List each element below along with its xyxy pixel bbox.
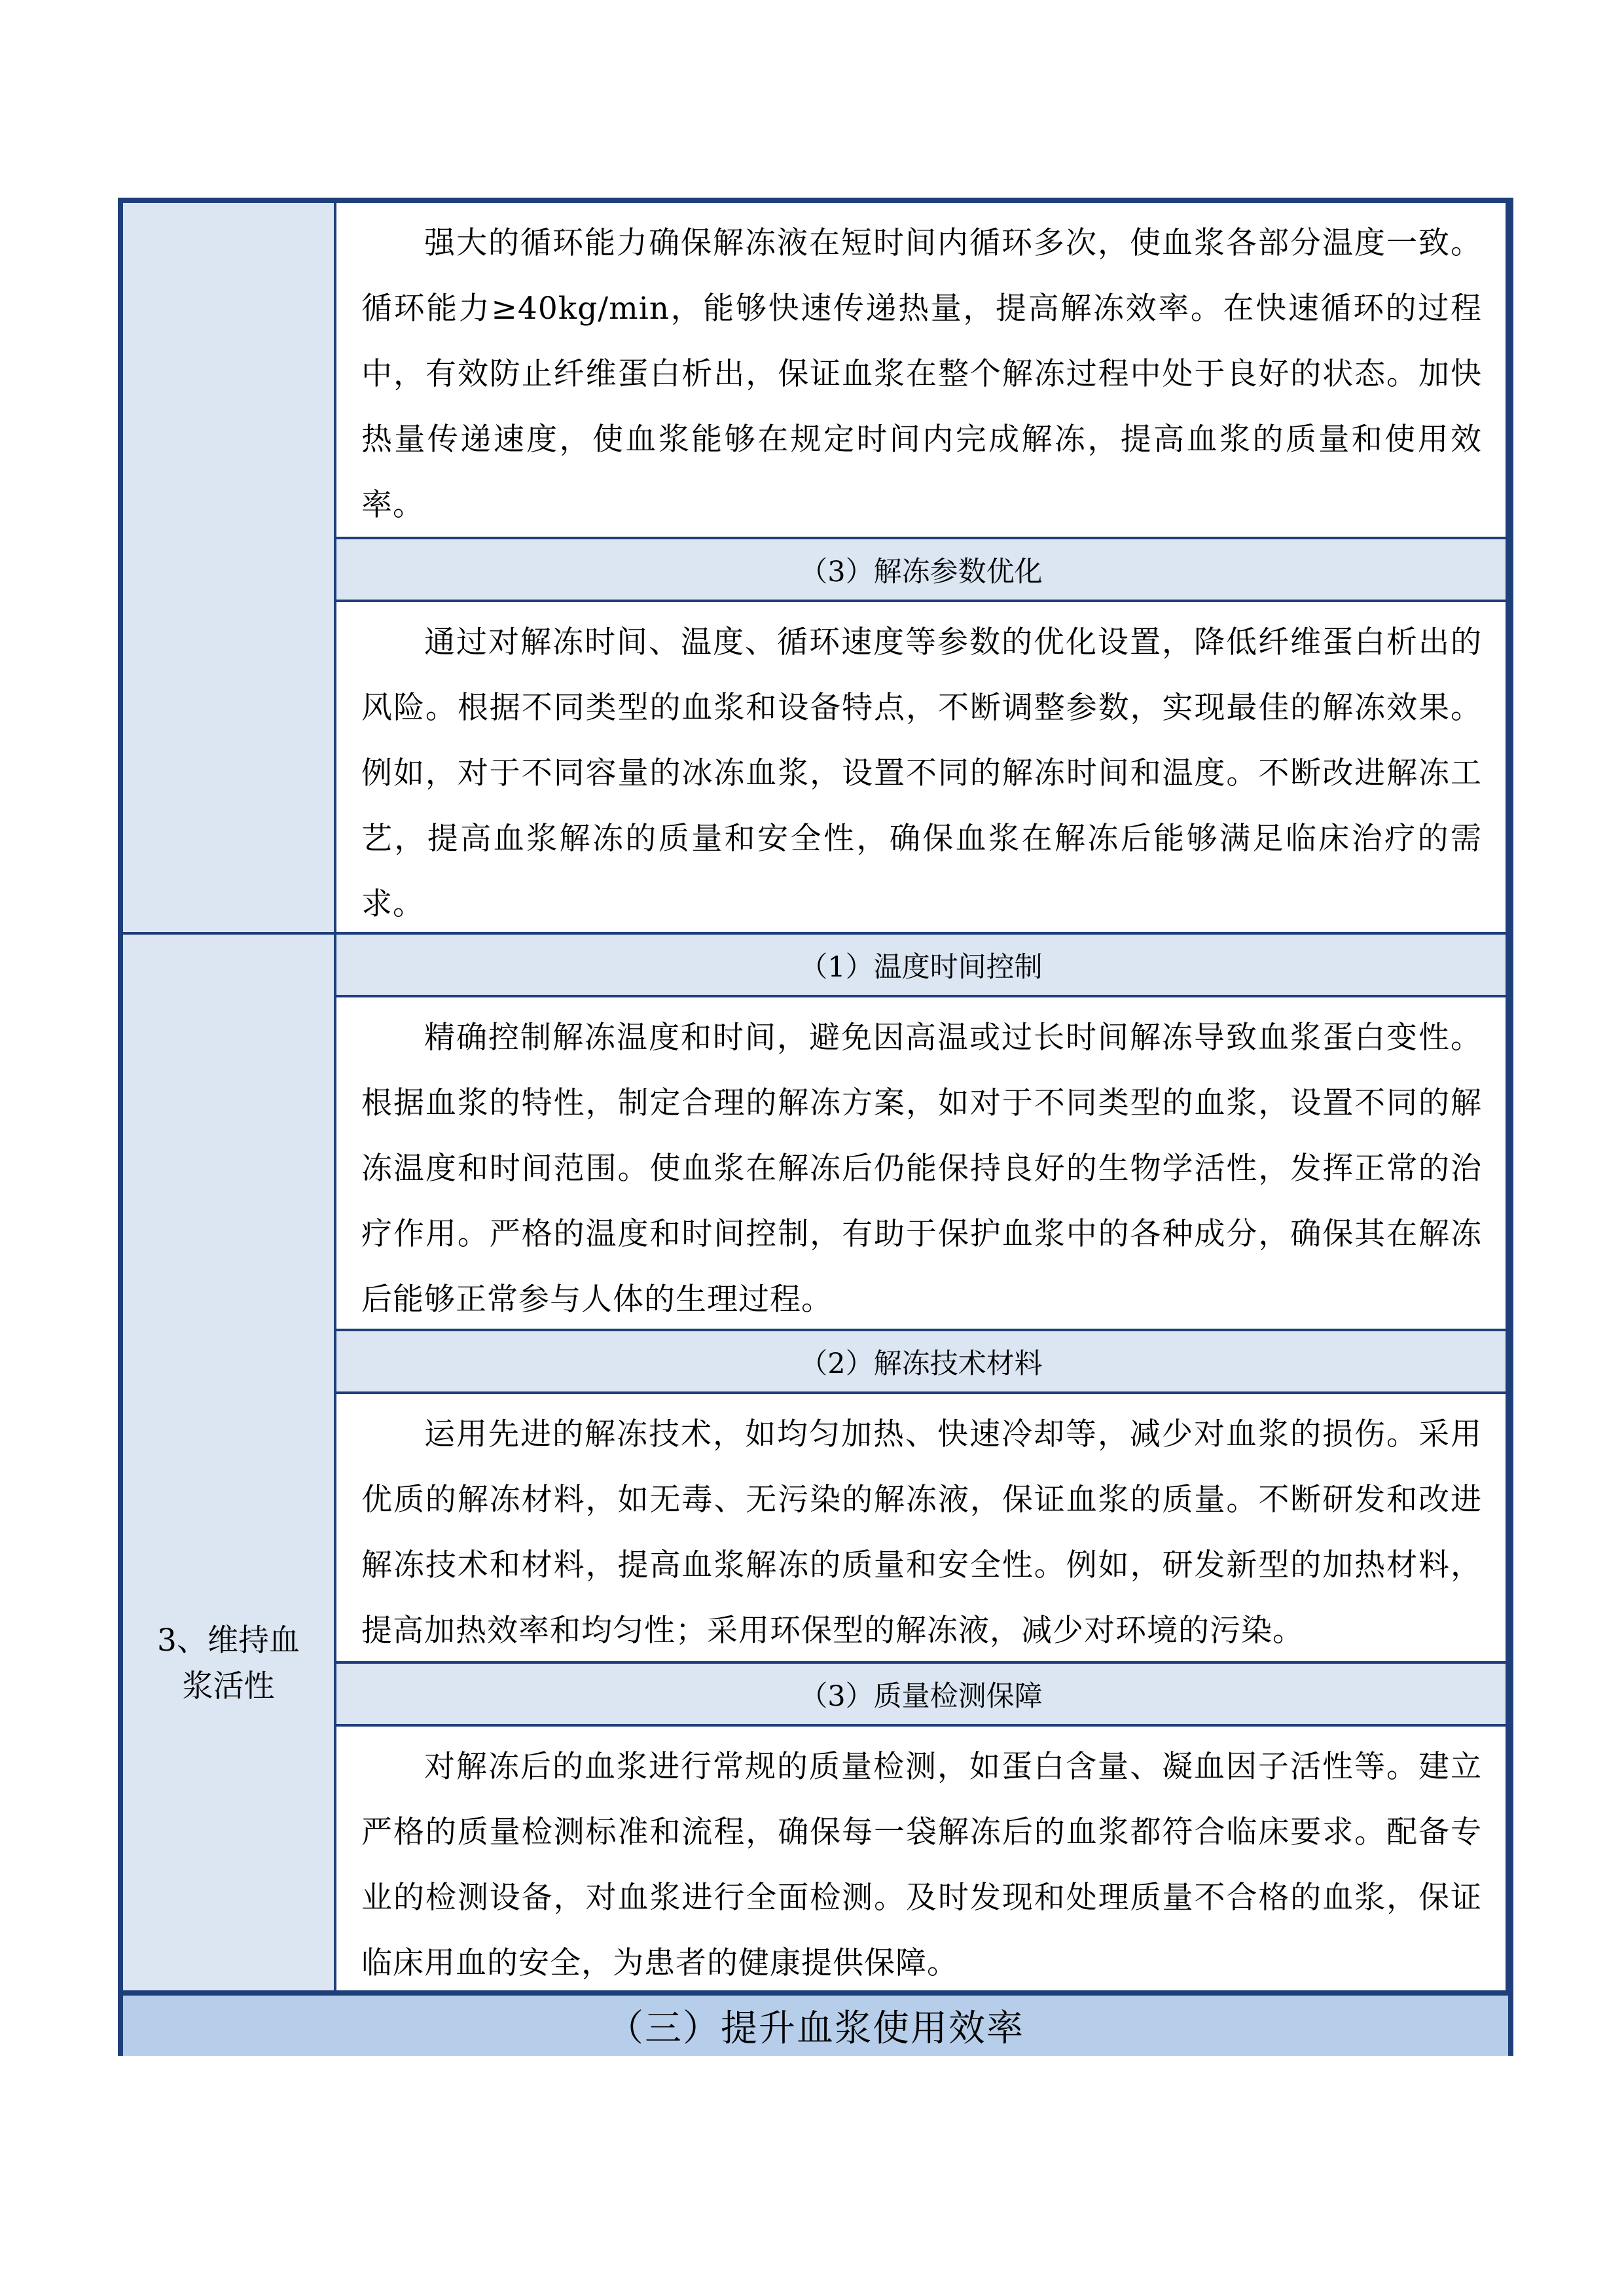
technology-materials-paragraph: 运用先进的解冻技术，如均匀加热、快速冷却等，减少对血浆的损伤。采用优质的解冻材料，如无毒、无污染的解冻液，保证血浆的质量。不断研发和改进解冻技术和材料，提高血浆解冻的质量和安全性。例如，研发新型的加热材料，提高加热效率和均匀性；采用环保型的解冻液，减少对环境的污染。: [361, 1416, 1482, 1649]
temperature-time-text-cell: [336, 997, 1508, 1331]
subsection-title: （3）解冻参数优化: [799, 555, 1043, 588]
section-heading-improve-efficiency: [123, 1993, 1508, 2056]
quality-inspection-text-cell: [336, 1727, 1508, 1993]
subsection-header-param-optimization: [336, 539, 1508, 602]
content-table: [118, 198, 1513, 2056]
quality-inspection-paragraph: 对解冻后的血浆进行常规的质量检测，如蛋白含量、凝血因子活性等。建立严格的质量检测标准和流程，确保每一袋解冻后的血浆都符合临床要求。配备专业的检测设备，对血浆进行全面检测。及时发现和处理质量不合格的血浆，保证临床用血的安全，为患者的健康提供保障。: [361, 1749, 1482, 1981]
subsection-header-temperature-time: [336, 935, 1508, 997]
subsection-title: （3）质量检测保障: [799, 1679, 1043, 1713]
subsection-title: （1）温度时间控制: [799, 950, 1043, 984]
section-3-label: 3、维持血 浆活性: [157, 1623, 300, 1704]
param-optimization-text-cell: [336, 602, 1508, 935]
subsection-header-technology-materials: [336, 1331, 1508, 1394]
section-heading-text: （三）提升血浆使用效率: [607, 2007, 1024, 2050]
continuation-text-cell: [336, 203, 1508, 539]
left-cell-continuation: [123, 203, 336, 935]
subsection-title: （2）解冻技术材料: [799, 1347, 1043, 1380]
param-optimization-paragraph: 通过对解冻时间、温度、循环速度等参数的优化设置，降低纤维蛋白析出的风险。根据不同类型的血浆和设备特点，不断调整参数，实现最佳的解冻效果。例如，对于不同容量的冰冻血浆，设置不同的解冻时间和温度。不断改进解冻工艺，提高血浆解冻的质量和安全性，确保血浆在解冻后能够满足临床治疗的需求。: [361, 624, 1482, 922]
left-cell-section-3: [123, 935, 336, 1993]
temperature-time-paragraph: 精确控制解冻温度和时间，避免因高温或过长时间解冻导致血浆蛋白变性。根据血浆的特性，制定合理的解冻方案，如对于不同类型的血浆，设置不同的解冻温度和时间范围。使血浆在解冻后仍能保持良好的生物学活性，发挥正常的治疗作用。严格的温度和时间控制，有助于保护血浆中的各种成分，确保其在解冻后能够正常参与人体的生理过程。: [361, 1020, 1482, 1318]
subsection-header-quality-inspection: [336, 1664, 1508, 1727]
technology-materials-text-cell: [336, 1394, 1508, 1664]
continuation-paragraph: 强大的循环能力确保解冻液在短时间内循环多次，使血浆各部分温度一致。循环能力≥40kg/min，能够快速传递热量，提高解冻效率。在快速循环的过程中，有效防止纤维蛋白析出，保证血浆在整个解冻过程中处于良好的状态。加快热量传递速度，使血浆能够在规定时间内完成解冻，提高血浆的质量和使用效率。: [361, 225, 1482, 523]
